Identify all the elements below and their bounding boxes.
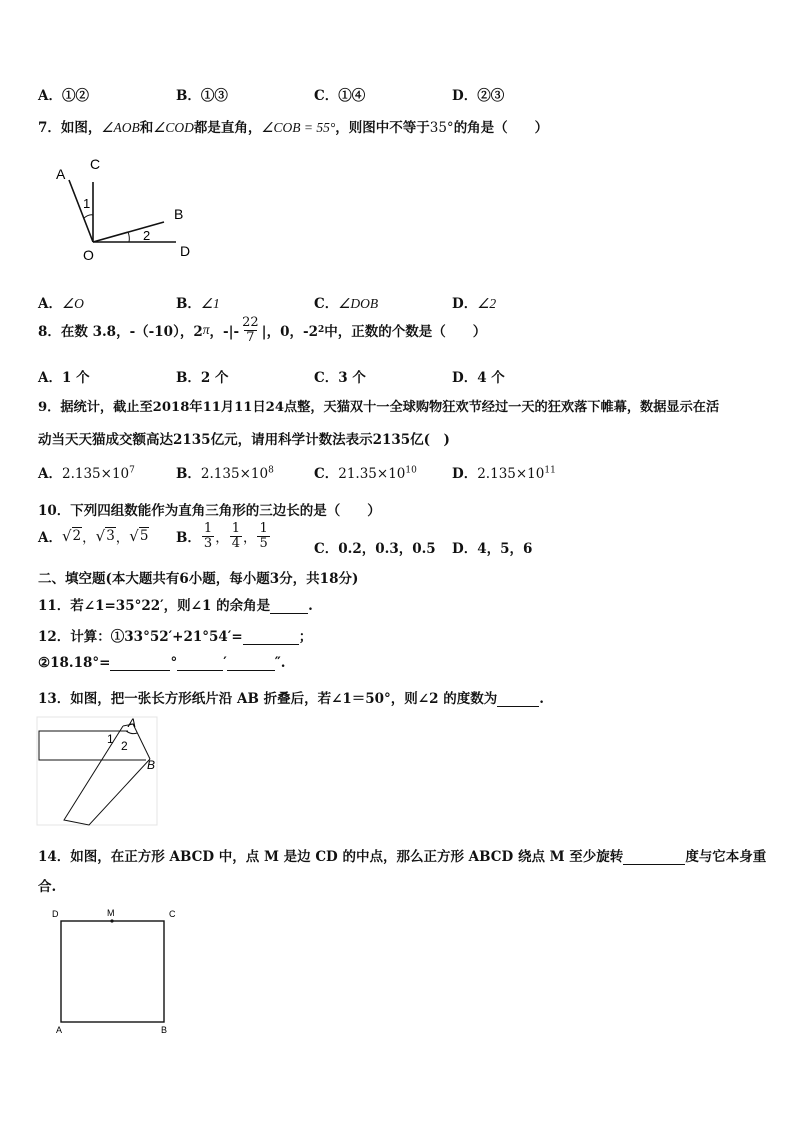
- q9-option-a: A．$2.135\times 10^7$: [38, 465, 135, 482]
- q6-option-d: D．②③: [452, 88, 505, 104]
- q14-square-figure: [48, 904, 188, 1036]
- fraction-22-7: $\frac{22}{7}$: [242, 315, 259, 345]
- q9-stem-line2: 动当天天猫成交额高达2135亿元，请用科学计数法表示2135亿( ): [38, 432, 450, 448]
- label-1: 1: [83, 196, 91, 211]
- q14-stem-line2: 合.: [38, 879, 57, 895]
- label-A: A: [56, 1025, 63, 1035]
- q9-option-d: D．$2.135\times 10^{11}$: [452, 465, 556, 482]
- sqrt-2: √ 2: [61, 527, 82, 545]
- q9-option-c: C．$21.35\times 10^{10}$: [314, 465, 417, 482]
- square-ABCD: [61, 921, 164, 1022]
- fraction-1-3: $\frac{1}{3}$: [203, 521, 213, 551]
- label-C: C: [169, 909, 176, 919]
- q7-option-a: A．∠O: [38, 296, 84, 312]
- label-2: 2: [121, 739, 128, 753]
- label-O: O: [83, 247, 94, 263]
- q8-stem: 8．在数 3.8，-（-10），2 π ，-|- $\frac{22}{7}$ |，0，-2 2 中，正数的个数是（ ）: [38, 315, 487, 345]
- q10-option-b: B． $\frac{1}{3}$ ， $\frac{1}{4}$ ， $\frac{1}{5}$: [176, 521, 268, 551]
- answer-blank-second: [227, 658, 275, 671]
- label-B: B: [161, 1025, 168, 1035]
- q10-option-a: A． √ 2 ， √ 3 ， √ 5: [38, 527, 149, 546]
- q10-option-c: C．0.2，0.3，0.5: [314, 541, 436, 557]
- q10-option-d: D．4，5，6: [452, 541, 533, 557]
- q10-stem: 10．下列四组数能作为直角三角形的三边长的是（ ）: [38, 503, 381, 519]
- q6-option-a: A．①②: [38, 88, 89, 104]
- q8-option-c: C．3 个: [314, 370, 366, 386]
- label-B: B: [174, 206, 184, 222]
- q13-stem: 13．如图，把一张长方形纸片沿 AB 折叠后，若∠1＝50°，则∠2 的度数为 .: [38, 691, 544, 707]
- label-2: 2: [143, 228, 151, 243]
- q8-option-b: B．2 个: [176, 370, 229, 386]
- fraction-1-5: $\frac{1}{5}$: [259, 521, 268, 551]
- q12-stem: 12．计算：①33°52′+21°54′= ；: [38, 629, 313, 645]
- answer-blank: [243, 632, 299, 645]
- answer-blank: [270, 601, 308, 614]
- answer-blank: [497, 694, 539, 707]
- q9-stem-line1: 9．据统计，截止至2018年11月11日24点整，天猫双十一全球购物狂欢节经过一天的狂欢落下帷幕，数据显示在活: [38, 400, 720, 415]
- label-1: 1: [107, 732, 114, 746]
- label-M: M: [107, 908, 115, 918]
- fraction-1-4: $\frac{1}{4}$: [231, 521, 240, 551]
- label-D: D: [180, 243, 191, 259]
- label-B: B: [147, 758, 156, 772]
- answer-blank-minute: [177, 658, 223, 671]
- label-A: A: [56, 166, 66, 182]
- q6-option-c: C．①④: [314, 88, 366, 104]
- q7-option-c: C．∠DOB: [314, 296, 379, 312]
- q14-stem: 14．如图，在正方形 ABCD 中，点 M 是边 CD 的中点，那么正方形 ABCD 绕点 M 至少旋转 度与它本身重: [38, 849, 767, 865]
- q13-fold-figure: [36, 716, 158, 826]
- angle-2-arc: [128, 232, 129, 242]
- ray-OA: [69, 180, 93, 242]
- sqrt-3: √ 3: [95, 527, 115, 545]
- q7-stem: 7．如图，∠AOB和∠COD都是直角，∠COB = 55°，则图中不等于35°的角是（ ）: [38, 120, 549, 136]
- answer-blank: [623, 852, 685, 865]
- answer-blank-degree: [110, 658, 170, 671]
- section-2-heading: 二、填空题(本大题共有6小题，每小题3分，共18分): [38, 571, 359, 587]
- q7-angle-figure: [40, 150, 210, 265]
- point-M: [110, 919, 113, 922]
- strip-left-part: [39, 731, 146, 760]
- label-D: D: [52, 909, 59, 919]
- label-C: C: [90, 156, 101, 172]
- q11-stem: 11．若∠1=35°22′，则∠1 的余角是 .: [38, 598, 313, 614]
- q12-part2: ②18.18°= ° ′ ″.: [38, 655, 286, 671]
- label-A: A: [128, 716, 137, 730]
- q8-option-a: A．1 个: [38, 370, 90, 386]
- q9-option-b: B．$2.135\times 10^8$: [176, 465, 274, 482]
- q6-option-b: B．①③: [176, 88, 228, 104]
- angle-1-arc: [84, 215, 93, 218]
- sqrt-5: √ 5: [129, 527, 149, 545]
- q7-option-b: B．∠1: [176, 296, 220, 312]
- q7-option-d: D．∠2: [452, 296, 497, 312]
- q8-option-d: D．4 个: [452, 370, 505, 386]
